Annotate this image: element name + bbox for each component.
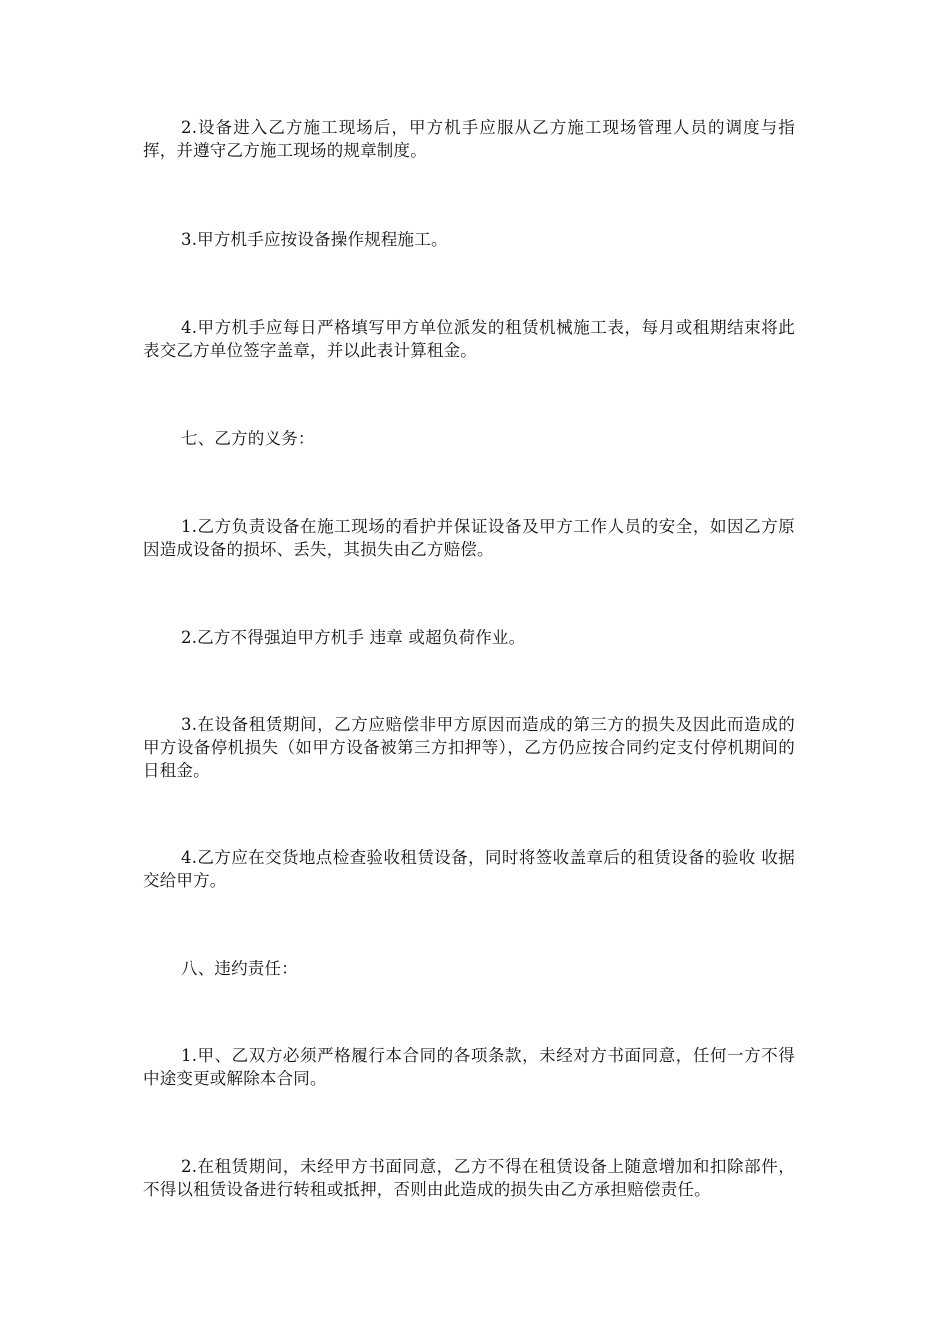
paragraph-obligation-b1: 1.乙方负责设备在施工现场的看护并保证设备及甲方工作人员的安全，如因乙方原因造成设备的损坏、丢失，其损失由乙方赔偿。 <box>143 517 795 559</box>
paragraph-obligation-a2: 2.设备进入乙方施工现场后，甲方机手应服从乙方施工现场管理人员的调度与指挥，并遵守乙方施工现场的规章制度。 <box>143 118 795 160</box>
paragraph-obligation-b2: 2.乙方不得强迫甲方机手 违章 或超负荷作业。 <box>181 628 526 647</box>
paragraph-obligation-b4: 4.乙方应在交货地点检查验收租赁设备，同时将签收盖章后的租赁设备的验收 收据 交给甲方。 <box>143 848 795 890</box>
paragraph-breach-1: 1.甲、乙双方必须严格履行本合同的各项条款，未经对方书面同意，任何一方不得中途变更或解除本合同。 <box>143 1046 795 1088</box>
paragraph-obligation-a4: 4.甲方机手应每日严格填写甲方单位派发的租赁机械施工表，每月或租期结束将此表交乙方单位签字盖章，并以此表计算租金。 <box>143 318 795 360</box>
section-heading-breach-liability: 八、违约责任： <box>181 959 298 978</box>
paragraph-obligation-b3: 3.在设备租赁期间，乙方应赔偿非甲方原因而造成的第三方的损失及因此而造成的甲方设备停机损失（如甲方设备被第三方扣押等），乙方仍应按合同约定支付停机期间的日租金。 <box>143 715 795 780</box>
paragraph-breach-2: 2.在租赁期间，未经甲方书面同意，乙方不得在租赁设备上随意增加和扣除部件，不得以租赁设备进行转租或抵押，否则由此造成的损失由乙方承担赔偿责任。 <box>143 1157 795 1199</box>
section-heading-party-b-obligations: 七、乙方的义务： <box>181 429 315 448</box>
paragraph-obligation-a3: 3.甲方机手应按设备操作规程施工。 <box>181 230 448 249</box>
